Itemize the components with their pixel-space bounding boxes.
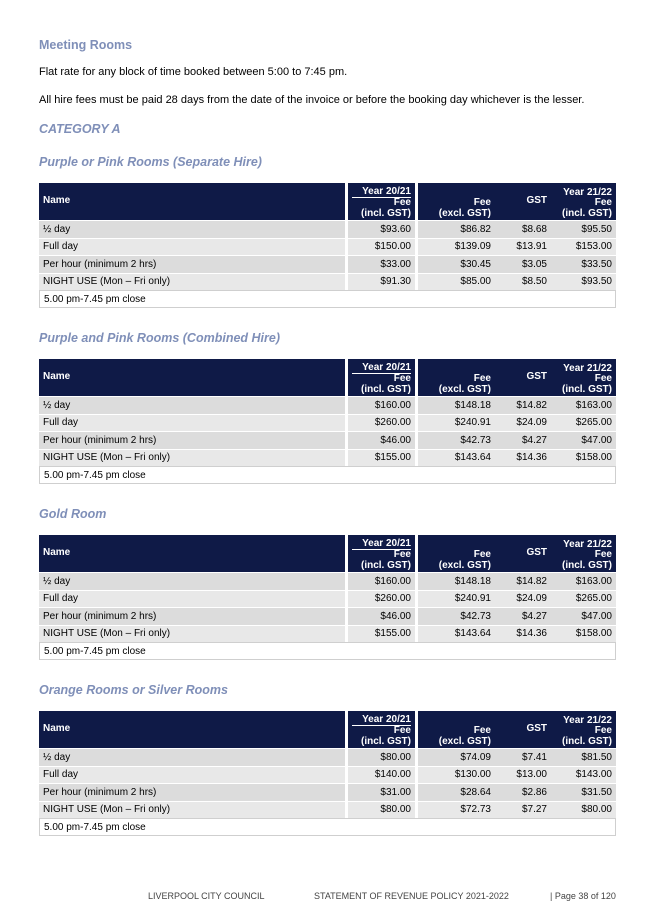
table-row: [39, 783, 616, 801]
category-heading: CATEGORY A: [39, 122, 121, 136]
footer-page-number: | Page 38 of 120: [550, 891, 616, 901]
flat-rate-text: Flat rate for any block of time booked between 5:00 to 7:45 pm.: [39, 66, 348, 78]
header-line: Fee: [352, 373, 411, 385]
cell-name: Per hour (minimum 2 hrs): [39, 431, 345, 449]
header-line: (incl. GST): [361, 559, 411, 571]
table-row: [39, 273, 616, 291]
column-header-fee-excl: [415, 183, 495, 220]
cell-gst: $14.36: [495, 625, 551, 643]
cell-y20: $31.00: [345, 783, 415, 801]
cell-gst: $4.27: [495, 431, 551, 449]
cell-name: Per hour (minimum 2 hrs): [39, 255, 345, 273]
cell-y20: $160.00: [345, 396, 415, 414]
cell-gst: $14.82: [495, 396, 551, 414]
table-row: [39, 801, 616, 819]
cell-fee-excl: $148.18: [415, 396, 495, 414]
header-line: Fee: [594, 373, 612, 384]
table-note-row: [39, 466, 616, 484]
cell-name: ½ day: [39, 748, 345, 766]
cell-name: NIGHT USE (Mon – Fri only): [39, 449, 345, 467]
cell-y20: $46.00: [345, 607, 415, 625]
meeting-rooms-heading: Meeting Rooms: [39, 38, 133, 52]
cell-y20: $155.00: [345, 625, 415, 643]
cell-y20: $80.00: [345, 801, 415, 819]
cell-fee-excl: $72.73: [415, 801, 495, 819]
cell-name: ½ day: [39, 396, 345, 414]
cell-gst: $24.09: [495, 414, 551, 432]
cell-y22: $265.00: [551, 590, 616, 608]
header-line: Year 21/22: [563, 186, 612, 198]
column-header-name: Name: [39, 359, 345, 396]
table-row: [39, 431, 616, 449]
cell-gst: $7.27: [495, 801, 551, 819]
cell-fee-excl: $42.73: [415, 607, 495, 625]
cell-fee-excl: $74.09: [415, 748, 495, 766]
cell-gst: $4.27: [495, 607, 551, 625]
table-row: [39, 449, 616, 467]
cell-gst: $8.68: [495, 220, 551, 238]
table-note-row: [39, 290, 616, 308]
fee-table: [39, 359, 616, 484]
header-line: (excl. GST): [438, 383, 491, 395]
cell-note: 5.00 pm-7.45 pm close: [39, 642, 616, 660]
header-line: Fee: [352, 725, 411, 737]
table-row: [39, 590, 616, 608]
header-line: Year 21/22: [563, 714, 612, 726]
table-row: [39, 414, 616, 432]
header-line: (incl. GST): [562, 207, 612, 219]
table-row: [39, 572, 616, 590]
column-header-gst: GST: [495, 535, 551, 572]
header-line: Fee: [473, 197, 491, 208]
cell-name: Per hour (minimum 2 hrs): [39, 607, 345, 625]
cell-y22: $163.00: [551, 572, 616, 590]
cell-fee-excl: $240.91: [415, 590, 495, 608]
cell-name: NIGHT USE (Mon – Fri only): [39, 273, 345, 291]
cell-y20: $260.00: [345, 590, 415, 608]
header-line: (incl. GST): [562, 383, 612, 395]
column-header-fee-excl: [415, 711, 495, 748]
cell-y20: $155.00: [345, 449, 415, 467]
cell-fee-excl: $130.00: [415, 766, 495, 784]
cell-fee-excl: $85.00: [415, 273, 495, 291]
header-line: (incl. GST): [562, 559, 612, 571]
header-line: Fee: [473, 549, 491, 560]
footer-organisation: LIVERPOOL CITY COUNCIL: [148, 891, 265, 901]
cell-note: 5.00 pm-7.45 pm close: [39, 466, 616, 484]
header-line: Year 20/21: [362, 713, 411, 725]
header-line: Fee: [594, 197, 612, 208]
header-line: Year 21/22: [563, 362, 612, 374]
header-line: (excl. GST): [438, 735, 491, 747]
cell-gst: $13.00: [495, 766, 551, 784]
cell-fee-excl: $240.91: [415, 414, 495, 432]
column-header-gst: GST: [495, 711, 551, 748]
column-header-year-2021: [345, 535, 415, 572]
cell-y20: $46.00: [345, 431, 415, 449]
table-note-row: [39, 642, 616, 660]
table-row: [39, 607, 616, 625]
header-line: (incl. GST): [361, 207, 411, 219]
header-line: Year 20/21: [362, 537, 411, 549]
fee-table: [39, 535, 616, 660]
cell-y22: $158.00: [551, 625, 616, 643]
header-line: Year 21/22: [563, 538, 612, 550]
cell-fee-excl: $42.73: [415, 431, 495, 449]
header-line: Fee: [594, 725, 612, 736]
cell-name: ½ day: [39, 572, 345, 590]
header-line: Fee: [473, 725, 491, 736]
column-header-year-2021: [345, 359, 415, 396]
table-note-row: [39, 818, 616, 836]
column-header-gst: GST: [495, 183, 551, 220]
cell-y22: $80.00: [551, 801, 616, 819]
section-title: Purple and Pink Rooms (Combined Hire): [39, 331, 280, 345]
cell-y20: $140.00: [345, 766, 415, 784]
table-row: [39, 748, 616, 766]
cell-y22: $163.00: [551, 396, 616, 414]
cell-gst: $8.50: [495, 273, 551, 291]
table-header-row: [39, 183, 616, 220]
column-header-year-2122: [551, 359, 616, 396]
header-line: (incl. GST): [562, 735, 612, 747]
cell-y22: $153.00: [551, 238, 616, 256]
cell-y22: $33.50: [551, 255, 616, 273]
header-line: Fee: [473, 373, 491, 384]
cell-gst: $24.09: [495, 590, 551, 608]
cell-y20: $260.00: [345, 414, 415, 432]
cell-gst: $2.86: [495, 783, 551, 801]
cell-gst: $3.05: [495, 255, 551, 273]
header-line: (excl. GST): [438, 559, 491, 571]
header-line: (incl. GST): [361, 735, 411, 747]
cell-y22: $31.50: [551, 783, 616, 801]
cell-gst: $7.41: [495, 748, 551, 766]
cell-y22: $81.50: [551, 748, 616, 766]
table-row: [39, 220, 616, 238]
cell-y20: $150.00: [345, 238, 415, 256]
section-title: Gold Room: [39, 507, 107, 521]
column-header-gst: GST: [495, 359, 551, 396]
cell-fee-excl: $148.18: [415, 572, 495, 590]
column-header-fee-excl: [415, 359, 495, 396]
cell-y22: $93.50: [551, 273, 616, 291]
payment-terms-text: All hire fees must be paid 28 days from the date of the invoice or before the booking day whichever is the lesser.: [39, 94, 585, 106]
table-row: [39, 255, 616, 273]
footer-document-title: STATEMENT OF REVENUE POLICY 2021-2022: [314, 891, 509, 901]
column-header-year-2021: [345, 711, 415, 748]
cell-name: Full day: [39, 238, 345, 256]
cell-name: Per hour (minimum 2 hrs): [39, 783, 345, 801]
column-header-name: Name: [39, 183, 345, 220]
cell-name: ½ day: [39, 220, 345, 238]
cell-gst: $13.91: [495, 238, 551, 256]
cell-name: Full day: [39, 766, 345, 784]
table-header-row: [39, 535, 616, 572]
column-header-year-2021: [345, 183, 415, 220]
cell-gst: $14.36: [495, 449, 551, 467]
header-line: Year 20/21: [362, 361, 411, 373]
header-line: Year 20/21: [362, 185, 411, 197]
cell-y22: $143.00: [551, 766, 616, 784]
table-header-row: [39, 359, 616, 396]
fee-table: [39, 711, 616, 836]
cell-y20: $33.00: [345, 255, 415, 273]
cell-fee-excl: $143.64: [415, 625, 495, 643]
column-header-name: Name: [39, 711, 345, 748]
fee-table: [39, 183, 616, 308]
header-line: Fee: [352, 549, 411, 561]
cell-y22: $265.00: [551, 414, 616, 432]
header-line: Fee: [594, 549, 612, 560]
header-line: (incl. GST): [361, 383, 411, 395]
table-header-row: [39, 711, 616, 748]
table-row: [39, 625, 616, 643]
cell-y20: $80.00: [345, 748, 415, 766]
cell-name: NIGHT USE (Mon – Fri only): [39, 801, 345, 819]
table-row: [39, 238, 616, 256]
column-header-year-2122: [551, 535, 616, 572]
column-header-year-2122: [551, 711, 616, 748]
cell-y20: $91.30: [345, 273, 415, 291]
table-row: [39, 396, 616, 414]
cell-y22: $47.00: [551, 431, 616, 449]
cell-y20: $160.00: [345, 572, 415, 590]
column-header-fee-excl: [415, 535, 495, 572]
column-header-year-2122: [551, 183, 616, 220]
cell-y22: $158.00: [551, 449, 616, 467]
table-row: [39, 766, 616, 784]
cell-name: NIGHT USE (Mon – Fri only): [39, 625, 345, 643]
cell-note: 5.00 pm-7.45 pm close: [39, 290, 616, 308]
cell-fee-excl: $28.64: [415, 783, 495, 801]
cell-note: 5.00 pm-7.45 pm close: [39, 818, 616, 836]
header-line: (excl. GST): [438, 207, 491, 219]
cell-y22: $47.00: [551, 607, 616, 625]
cell-fee-excl: $143.64: [415, 449, 495, 467]
cell-name: Full day: [39, 590, 345, 608]
cell-gst: $14.82: [495, 572, 551, 590]
column-header-name: Name: [39, 535, 345, 572]
cell-fee-excl: $86.82: [415, 220, 495, 238]
section-title: Purple or Pink Rooms (Separate Hire): [39, 155, 262, 169]
cell-y22: $95.50: [551, 220, 616, 238]
cell-name: Full day: [39, 414, 345, 432]
cell-fee-excl: $30.45: [415, 255, 495, 273]
section-title: Orange Rooms or Silver Rooms: [39, 683, 228, 697]
cell-y20: $93.60: [345, 220, 415, 238]
cell-fee-excl: $139.09: [415, 238, 495, 256]
header-line: Fee: [352, 197, 411, 209]
